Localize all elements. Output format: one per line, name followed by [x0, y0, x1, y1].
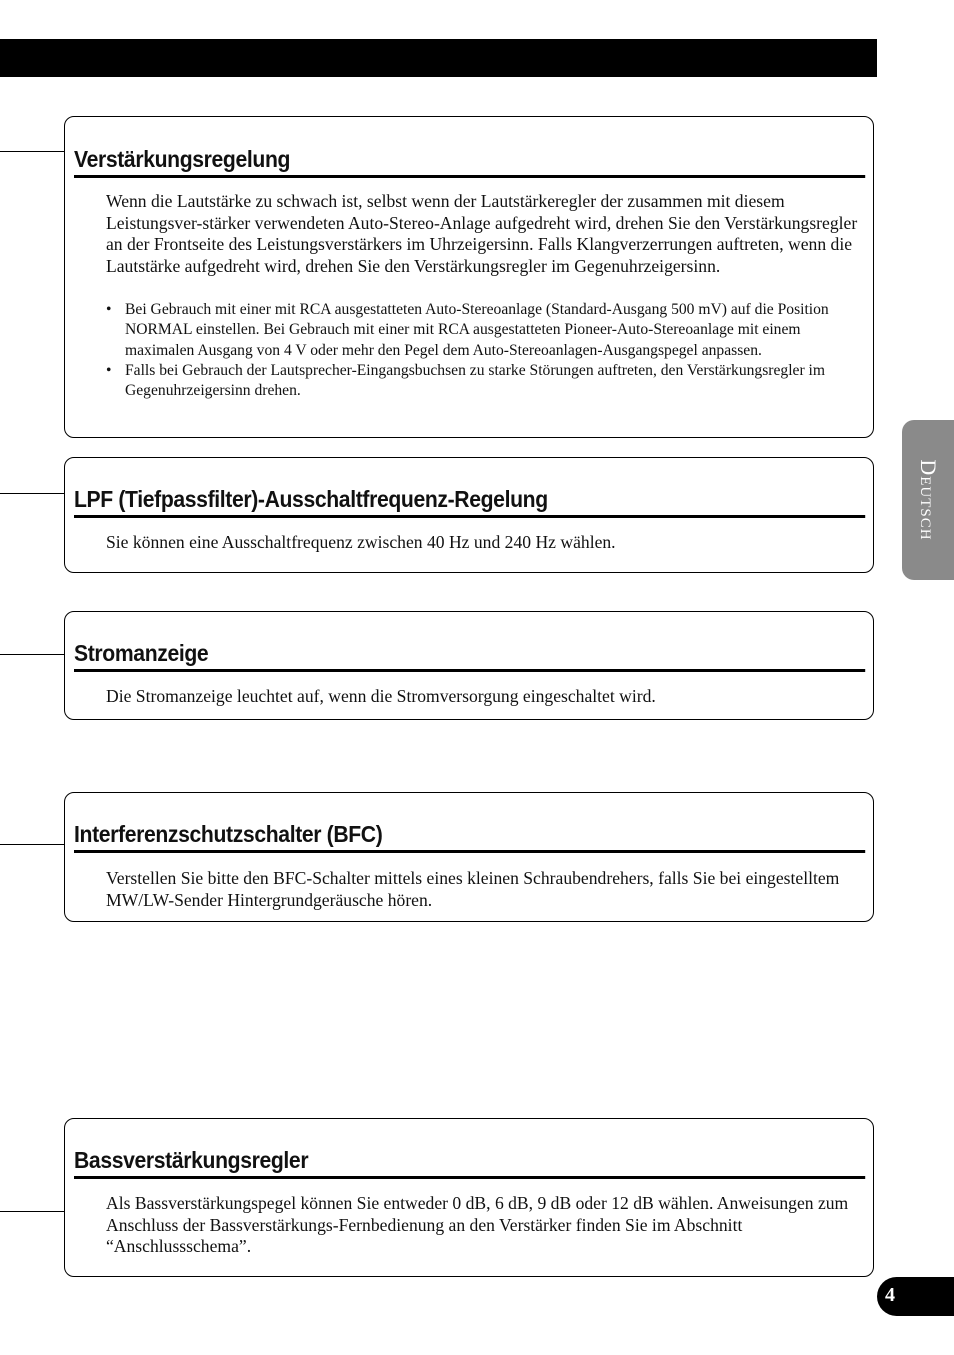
section-heading: Bassverstärkungsregler: [74, 1146, 865, 1179]
section-leader-line: [0, 151, 64, 152]
section-heading: LPF (Tiefpassfilter)-Ausschaltfrequenz-Regelung: [74, 485, 865, 518]
section-paragraph: Als Bassverstärkungspegel können Sie entweder 0 dB, 6 dB, 9 dB oder 12 dB wählen. Anweisungen zum Anschluss der Bassverstärkungs-Fernbedienung an den Verstärker finden Sie im Abschnitt “Anschlussschema”.: [106, 1193, 849, 1256]
page-number: 4: [885, 1284, 895, 1306]
section-leader-line: [0, 1211, 64, 1212]
section-power-indicator: [64, 611, 874, 720]
section-leader-line: [0, 493, 64, 494]
section-lpf-control: [64, 457, 874, 573]
section-heading: Verstärkungsregelung: [74, 145, 865, 178]
list-item: • Falls bei Gebrauch der Lautsprecher-Eingangsbuchsen zu starke Störungen auftreten, den Verstärkungsregler im Gegenuhrzeigersinn drehen.: [106, 361, 826, 400]
section-leader-line: [0, 654, 64, 655]
header-bar: [0, 39, 877, 77]
section-heading: Stromanzeige: [74, 639, 865, 672]
section-bass-boost: [64, 1118, 874, 1277]
bullet-list: [106, 300, 863, 401]
list-item: • Bei Gebrauch mit einer mit RCA ausgestatteten Auto-Stereoanlage (Standard-Ausgang 500 mV) auf die Position NORMAL einstellen. Bei Gebrauch mit einer mit RCA ausgestatteten Pioneer-Auto-Stereoanlage mit einem maximalen Ausgang von 4 V oder mehr den Pegel dem Auto-Stereoanlagen-Ausgangspegel anpassen.: [106, 301, 829, 359]
section-bfc-switch: [64, 792, 874, 922]
section-paragraph: Wenn die Lautstärke zu schwach ist, selbst wenn der Lautstärkeregler der zusammen mit diesem Leistungsver-stärker verwendeten Auto-Stereo-Anlage aufgedreht wird, drehen Sie den Verstärkungsregler an der Frontseite des Leistungsverstärkers im Uhrzeigersinn. Falls Klangverzerrungen auftreten, wenn die Lautstärke aufgedreht wird, drehen Sie den Verstärkungsregler im Gegenuhrzeigersinn.: [106, 191, 858, 276]
section-paragraph: Sie können eine Ausschaltfrequenz zwischen 40 Hz und 240 Hz wählen.: [106, 532, 616, 552]
page-number-badge: [877, 1277, 954, 1316]
section-paragraph: Die Stromanzeige leuchtet auf, wenn die Stromversorgung eingeschaltet wird.: [106, 686, 656, 706]
language-tab: [902, 420, 954, 580]
section-gain-control: [64, 116, 874, 438]
section-leader-line: [0, 844, 64, 845]
language-tab-label: Deutsch: [916, 459, 941, 541]
section-paragraph: Verstellen Sie bitte den BFC-Schalter mittels eines kleinen Schraubendrehers, falls Sie bei eingestelltem MW/LW-Sender Hintergrundgeräusche hören.: [106, 868, 840, 910]
section-heading: Interferenzschutzschalter (BFC): [74, 820, 865, 853]
